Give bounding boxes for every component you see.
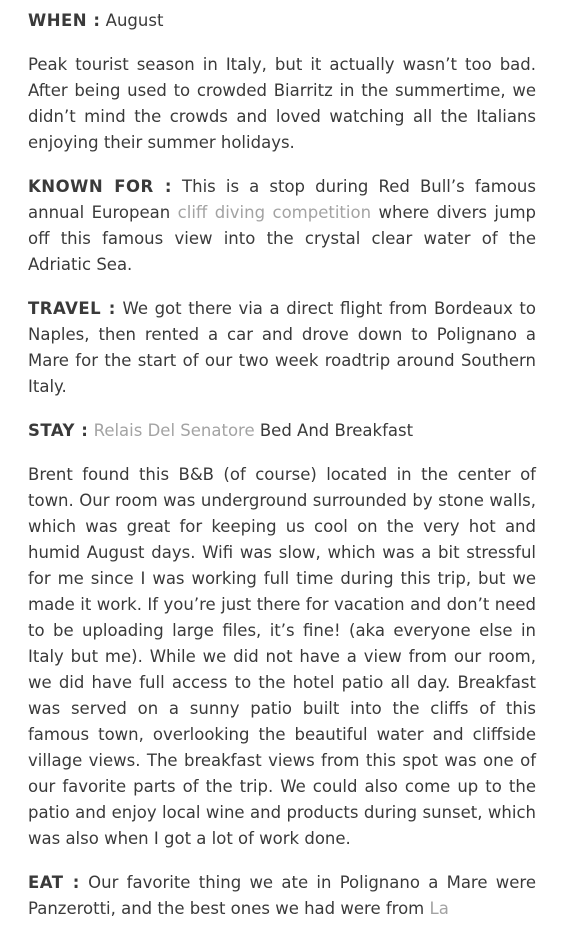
eat-label: EAT : bbox=[28, 873, 80, 892]
known-for-paragraph bbox=[28, 174, 536, 278]
cliff-diving-link[interactable]: cliff diving competition bbox=[177, 203, 372, 222]
known-for-text-after: where divers jump off this famous view into the crystal clear water of the Adriatic Sea. bbox=[28, 203, 537, 274]
travel-paragraph bbox=[28, 296, 536, 400]
travel-text: We got there via a direct flight from Bordeaux to Naples, then rented a car and drove down to Polignano a Mare for the start of our two week roadtrip around Southern Italy. bbox=[28, 299, 536, 396]
when-paragraph bbox=[28, 8, 536, 34]
eat-text-before: Our favorite thing we ate in Polignano a Mare were Panzerotti, and the best ones we had were from bbox=[28, 873, 536, 918]
when-body-paragraph: Peak tourist season in Italy, but it actually wasn’t too bad. After being used to crowded Biarritz in the summertime, we didn’t mind the crowds and loved watching all the Italians enjoying their summer holidays. bbox=[28, 55, 536, 152]
travel-label: TRAVEL : bbox=[28, 299, 116, 318]
eat-paragraph bbox=[28, 870, 536, 922]
stay-text-after: Bed And Breakfast bbox=[254, 421, 414, 440]
known-for-text-before: This is a stop during Red Bull’s famous annual European bbox=[28, 177, 536, 222]
stay-label: STAY : bbox=[28, 421, 89, 440]
when-label: WHEN : bbox=[28, 11, 101, 30]
when-text: August bbox=[100, 11, 164, 30]
stay-paragraph bbox=[28, 418, 536, 444]
article-body bbox=[28, 8, 536, 940]
la-link[interactable]: La bbox=[429, 899, 449, 918]
stay-body-paragraph: Brent found this B&B (of course) located in the center of town. Our room was underground surrounded by stone walls, which was great for keeping us cool on the very hot and humid August days. Wifi was slow, which was a bit stressful for me since I was working full time during this trip, but we made it work. If you’re just there for vacation and don’t need to be uploading large files, it’s fine! (aka everyone else in Italy but me). While we did not have a view from our room, we did have full access to the hotel patio all day. Breakfast was served on a sunny patio built into the cliffs of this famous town, overlooking the beautiful water and cliffside village views. The breakfast views from this spot was one of our favorite parts of the trip. We could also come up to the patio and enjoy local wine and products during sunset, which was also when I got a lot of work done. bbox=[28, 465, 536, 848]
relais-del-senatore-link[interactable]: Relais Del Senatore bbox=[93, 421, 255, 440]
known-for-label: KNOWN FOR : bbox=[28, 177, 172, 196]
